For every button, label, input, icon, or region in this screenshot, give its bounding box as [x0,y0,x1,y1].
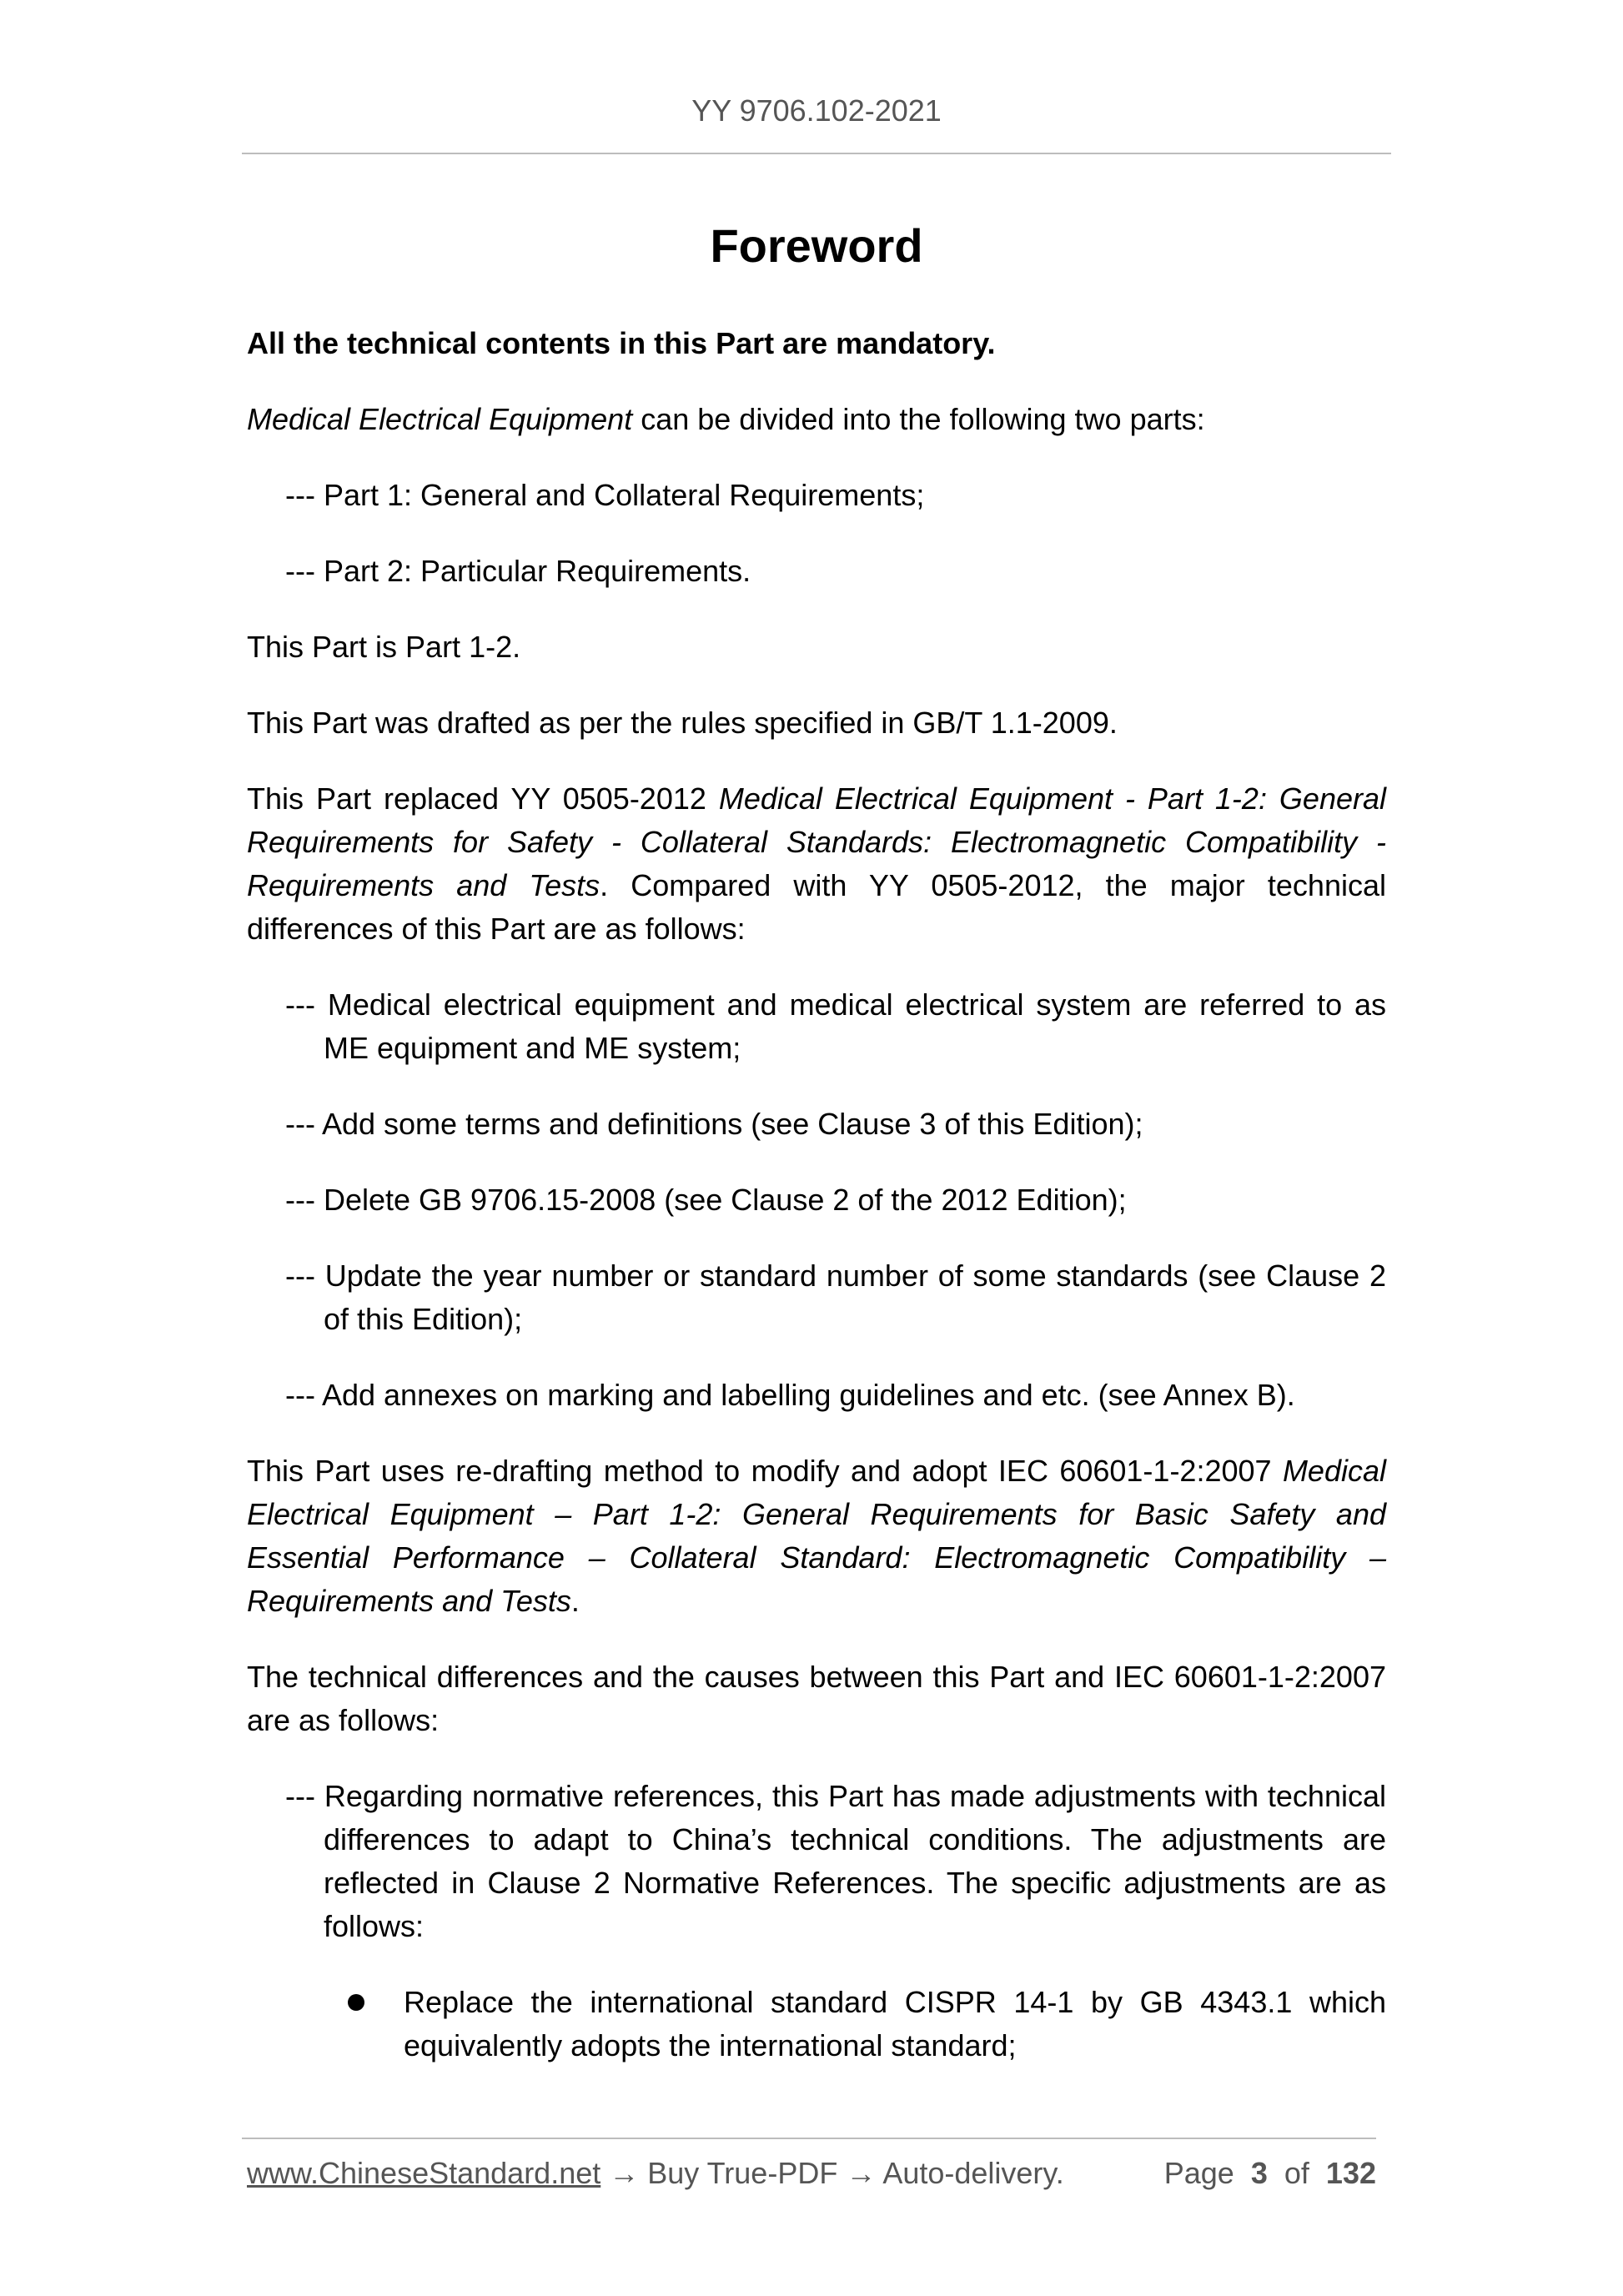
replaced-text-post: . Compared with YY 0505-2012, the major technical differences of this Part are as follows: [247,868,1386,946]
footer-divider [242,2138,1376,2139]
difference-item: --- Add annexes on marking and labelling guidelines and etc. (see Annex B). [285,1378,1295,1412]
replaced-text-pre: This Part replaced YY 0505-2012 [247,781,719,816]
parts-intro-italic: Medical Electrical Equipment [247,402,633,436]
page-total: 132 [1325,2156,1376,2190]
website-link[interactable]: www.ChineseStandard.net [247,2156,601,2190]
tech-diff-intro-paragraph: The technical differences and the causes between this Part and IEC 60601-1-2:2007 are as follows: [247,1660,1386,1737]
part-list-item: --- Part 1: General and Collateral Requirements; [285,478,925,512]
page-current: 3 [1250,2156,1268,2190]
difference-item: --- Add some terms and definitions (see Clause 3 of this Edition); [285,1107,1143,1141]
footer-promo-text: → Buy True-PDF → Auto-delivery. [600,2156,1064,2190]
parts-intro-text: can be divided into the following two parts: [632,402,1205,436]
mandatory-statement: All the technical contents in this Part are mandatory. [247,326,996,360]
difference-item: --- Medical electrical equipment and medical electrical system are referred to as ME equipment and ME system; [285,987,1386,1065]
header-divider [242,153,1391,154]
part-list-item: --- Part 2: Particular Requirements. [285,554,751,588]
document-body [247,322,1386,2100]
replaced-paragraph [247,777,1386,951]
difference-item: --- Update the year number or standard number of some standards (see Clause 2 of this Edition); [285,1259,1386,1336]
parts-intro-paragraph [247,398,1386,441]
page-number [1164,2156,1376,2191]
adopt-paragraph [247,1449,1386,1623]
difference-item: --- Delete GB 9706.15-2008 (see Clause 2 of the 2012 Edition); [285,1183,1127,1217]
bullet-dot-icon [348,1994,364,2011]
page-footer [247,2156,1376,2191]
tech-diff-item: --- Regarding normative references, this Part has made adjustments with technical differences to adapt to China’s technical conditions. The adjustments are reflected in Clause 2 Normative References. The specific adjustments are as follows: [285,1779,1386,1943]
drafted-paragraph: This Part was drafted as per the rules specified in GB/T 1.1-2009. [247,706,1118,740]
adopt-text-post: . [570,1584,580,1618]
this-part-paragraph: This Part is Part 1-2. [247,630,521,664]
page-of-label: of [1284,2156,1309,2190]
page-title: Foreword [710,219,923,272]
document-number-header: YY 9706.102-2021 [691,93,942,128]
bullet-text: Replace the international standard CISPR 14-1 by GB 4343.1 which equivalently adopts the international standard; [404,1985,1386,2062]
bullet-item [404,1981,1386,2067]
adopt-text-pre: This Part uses re-drafting method to modify and adopt IEC 60601-1-2:2007 [247,1454,1283,1488]
replaced-standard-title: Medical Electrical Equipment - Part 1-2: General Requirements for Safety - Collateral Standards: Electromagnetic Compatibility - Requirements and Tests [247,781,1386,902]
adopt-standard-title: Medical Electrical Equipment – Part 1-2: General Requirements for Basic Safety and Essential Performance – Collateral Standard: Electromagnetic Compatibility – Requirements and Tests [247,1454,1386,1618]
page-label: Page [1163,2156,1234,2190]
